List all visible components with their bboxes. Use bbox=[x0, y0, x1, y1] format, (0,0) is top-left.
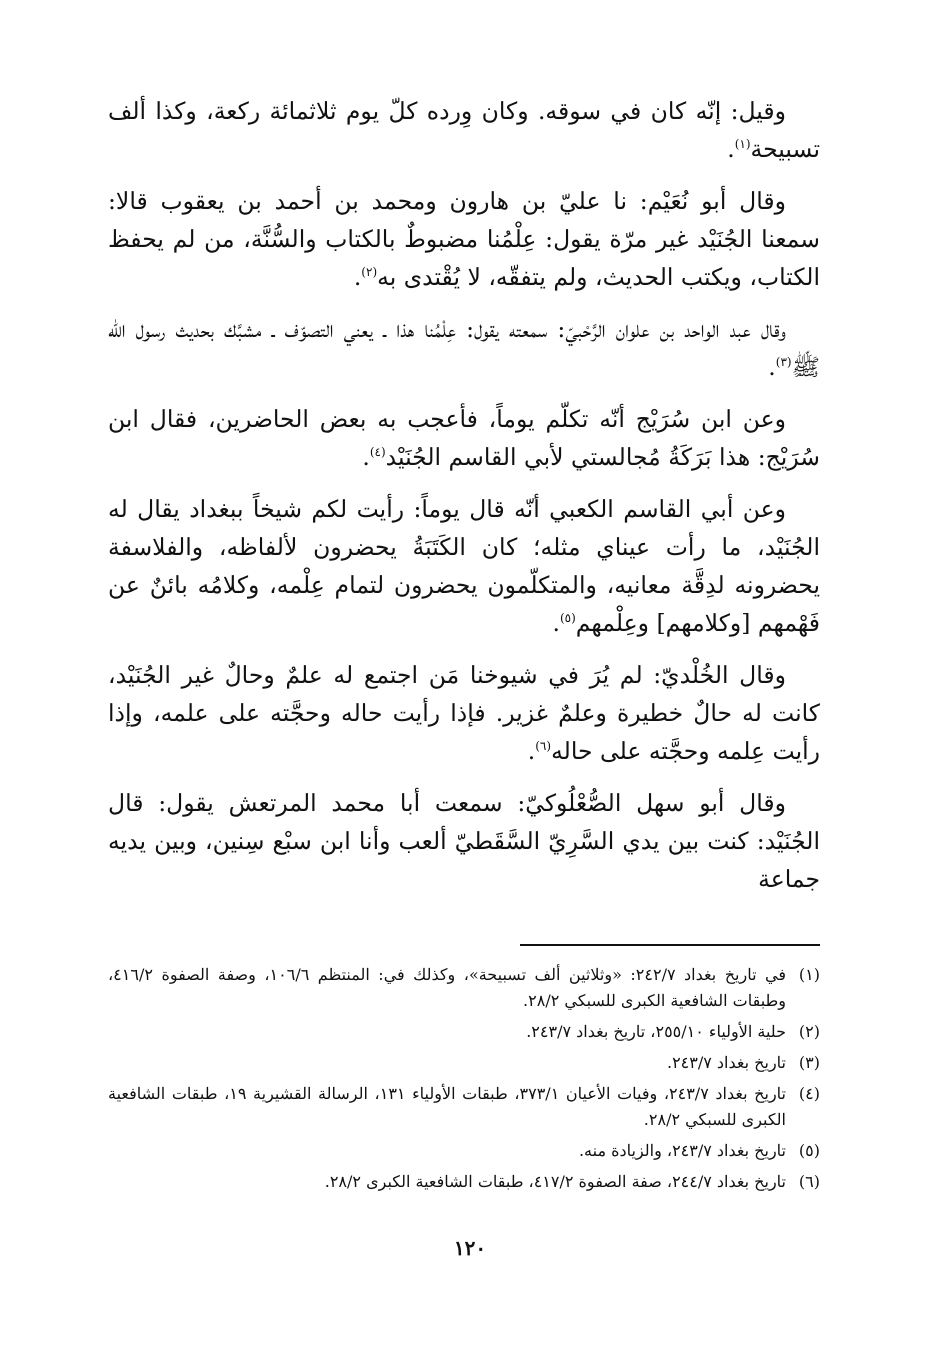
footnote-item bbox=[108, 962, 820, 1014]
main-text bbox=[108, 92, 820, 912]
footnote-ref[interactable]: (٥) bbox=[559, 611, 576, 626]
page-number: ١٢٠ bbox=[453, 1236, 487, 1260]
footnote-text: حلية الأولياء ٢٥٥/١٠، تاريخ بغداد ٢٤٣/٧. bbox=[526, 1022, 786, 1041]
footnote-ref[interactable]: (١) bbox=[734, 137, 751, 152]
footnote-ref[interactable]: (٦) bbox=[535, 739, 552, 754]
paragraph-4: وعن ابن سُرَيْج أنّه تكلّم يوماً، فأعجب به بعض الحاضرين، فقال ابن سُرَيْج: هذا بَرَكَةُ مُجالستي لأبي القاسم الجُنَيْد$^{(٤)}$. bbox=[108, 405, 820, 471]
footnote-item bbox=[108, 1138, 820, 1164]
footnote-number: (٥) bbox=[798, 1141, 820, 1160]
paragraph-6: وقال الخُلْديّ: لم يُرَ في شيوخنا مَن اجتمع له علمٌ وحالٌ غير الجُنَيْد، كانت له حالٌ خطيرة وعلمٌ غزير. فإذا رأيت حاله وحجَّته على علمه، وإذا رأيت عِلمه وحجَّته على حاله$^{(٦)}$. bbox=[108, 661, 820, 765]
footnote-item bbox=[108, 1081, 820, 1133]
footnote-text: في تاريخ بغداد ٢٤٢/٧: «وثلاثين ألف تسبيحة»، وكذلك في: المنتظم ١٠٦/٦، وصفة الصفوة ٤١٦/٢، وطبقات الشافعية الكبرى للسبكي ٢٨/٢. bbox=[108, 965, 787, 1010]
footnote-number: (٤) bbox=[798, 1084, 820, 1103]
footnote-item bbox=[108, 1169, 820, 1195]
footnote-item bbox=[108, 1050, 820, 1076]
footnotes bbox=[108, 962, 820, 1200]
paragraph-1: وقيل: إنّه كان في سوقه. وكان وِرده كلّ يوم ثلاثمائة ركعة، وكذا ألف تسبيحة$^{(١)}$. bbox=[108, 97, 820, 163]
footnote-number: (٣) bbox=[798, 1053, 820, 1072]
footnote-number: (١) bbox=[798, 965, 820, 984]
footnote-text: تاريخ بغداد ٢٤٣/٧، وفيات الأعيان ٣٧٣/١، طبقات الأولياء ١٣١، الرسالة القشيرية ١٩، طبقات الشافعية الكبرى للسبكي ٢٨/٢. bbox=[108, 1084, 786, 1129]
footnote-ref[interactable]: (٤) bbox=[369, 445, 386, 460]
footnote-ref[interactable]: (٣) bbox=[775, 355, 792, 370]
footnote-text: تاريخ بغداد ٢٤٣/٧، والزيادة منه. bbox=[578, 1141, 786, 1160]
footnote-number: (٦) bbox=[798, 1172, 820, 1191]
paragraph-7: وقال أبو سهل الصُّعْلُوكيّ: سمعت أبا محمد المرتعش يقول: قال الجُنَيْد: كنت بين يدي السَّرِيّ السَّقَطيّ ألعب وأنا ابن سبْع سِنين، وبين يديه جماعة bbox=[108, 789, 820, 893]
footnote-text: تاريخ بغداد ٢٤٤/٧، صفة الصفوة ٤١٧/٢، طبقات الشافعية الكبرى ٢٨/٢. bbox=[324, 1172, 786, 1191]
footnote-item bbox=[108, 1019, 820, 1045]
footnote-divider bbox=[520, 944, 820, 946]
paragraph-2: وقال أبو نُعَيْم: نا عليّ بن هارون ومحمد بن أحمد بن يعقوب قالا: سمعنا الجُنَيْد غير مرّة يقول: عِلْمُنا مضبوطٌ بالكتاب والسُّنَّة، من لم يحفظ الكتاب، ويكتب الحديث، ولم يتفقّه، لا يُقْتدى به$^{(٢)}$. bbox=[108, 187, 820, 291]
footnote-text: تاريخ بغداد ٢٤٣/٧. bbox=[666, 1053, 786, 1072]
paragraph-3: وقال عبد الواحد بن علوان الرَّحْبيّ: سمعته يقول: عِلْمُنا هذا ـ يعني التصوّف ـ مشبَّك بحديث رسول الله ﷺ$^{(٣)}$. bbox=[108, 315, 820, 381]
footnote-number: (٢) bbox=[798, 1022, 820, 1041]
footnote-ref[interactable]: (٢) bbox=[361, 265, 378, 280]
paragraph-5: وعن أبي القاسم الكعبي أنّه قال يوماً: رأيت لكم شيخاً ببغداد يقال له الجُنَيْد، ما رأت عيناي مثله؛ كان الكَتَبَةُ يحضرون لألفاظه، والفلاسفة يحضرونه لدِقَّة معانيه، والمتكلّمون يحضرون لتمام عِلْمه، وكلامُه بائنٌ عن فَهْمهم [وكلامهم] وعِلْمهم$^{(٥)}$. bbox=[108, 495, 820, 637]
